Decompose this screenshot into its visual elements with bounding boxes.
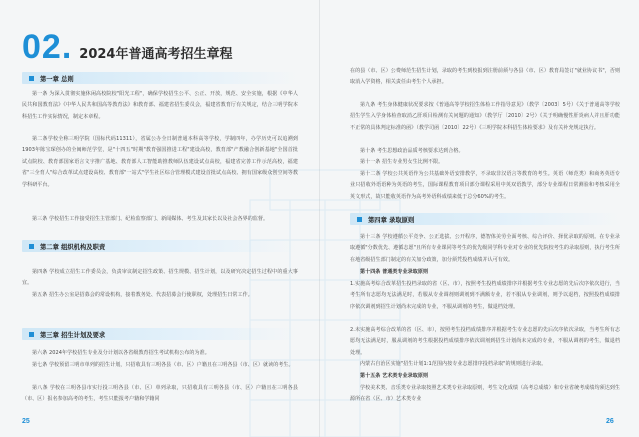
- article-12: 第十二条 学校公共英语作为公共基础外语安排教学，不录取非汉语言等教育的考生。英语（师范类）和商务英语专业只招收外语语种为英语的考生，国际课程教育项目部分课程采用中英双语教学，部分专业课程日常测验和考核采用全英文形式，故只能收英语作为高考外语科成绩来低于总分60%的考生。: [350, 171, 620, 200]
- article-5: 第五条 招生办公室是招募会的常设机构，接着教务处、代表招募会行使职权，处理招生日常工作。: [32, 292, 253, 298]
- square-bullet-icon: [357, 217, 362, 222]
- square-bullet-icon: [29, 332, 34, 337]
- section-number: 02: [22, 28, 62, 66]
- chapter-heading-text: 第一章 总则: [40, 75, 74, 83]
- article-8-continued: 在的县（市、区）公费师范生招生计划，录取的考生到校报到注册前须与各县（市、区）教育局签订"就业协议书"，否则取消入学资格，相关责任由考生个人承担。: [350, 68, 620, 86]
- page-title: 2024年普通高考招生章程: [79, 47, 233, 62]
- page-number-right: 26: [606, 418, 614, 425]
- article-9: 第九条 考生身体健康状况要求按《普通高等学校招生体检工作指导意见》（教学〔2003〕5号）《关于普通高等学校招生学生入学身体检查取消乙肝项目检测有关问题的通知》（教学厅〔2010〕2号）《关于明确慢性肝炎病人并且肝功能不正常的具体判定标准的函》（教学司函〔2010〕22号）《三明学院本科招生体检要求》及有关补充规定执行。: [350, 102, 620, 131]
- article-14-note: 内蒙古自治区实施"招生计划1:1范围内按专业志愿排序投档录取"的规则进行录取。: [360, 361, 547, 367]
- square-bullet-icon: [29, 244, 34, 249]
- chapter-heading-1: [22, 72, 298, 84]
- chapter-heading-text: 第二章 组织机构及职责: [40, 243, 106, 251]
- article-6: 第六条 2024年学校招生专业及分计划以各省级教育招生考试机构公布的为准。: [32, 350, 210, 356]
- chapter-heading-4: [350, 213, 620, 225]
- article-14-item-2: 2.未实施高考综合改革的省（区、市），按照考生投档成绩排序并根据考生专业志愿的先后次序依次录取，当考生所有志愿均无法满足时，服从调剂的考生根据投档成绩排序依次调剂到招生计划尚未完成的专业，不服从调剂的考生，做退档处理。: [350, 327, 620, 356]
- article-14-item-1: 1.实施高考综合改革招生投档录取的省（区、市），按照考生投档成绩排序并根据考生专业志愿的先后次序依次进行，当考生所有志愿均无法满足时，若服从专业调剂则调剂到不满额专业，若不服从专业调剂，则予以退档，按照投档成绩排序依次调剂到招生计划尚未完成的专业，不服从调剂的考生，做退档处理。: [350, 281, 620, 310]
- square-bullet-icon: [29, 76, 34, 81]
- chapter-heading-text: 第三章 招生计划及要求: [40, 331, 106, 339]
- article-15-body: 学校美术类、音乐类专业录取按照艺术类专业录取原则，考生文化成绩（高考总成绩）和专业省统考成绩均须达到生源所在省（区、市）艺术类专业: [350, 385, 620, 403]
- article-2: 第二条学校全称三明学院（国标代码11311），省属公办全日制普通本科高等学校，学制四年，办学历史可以追溯到1903年陈宝琛创办的全闽师范学堂，是"十四五"时期"教育强国推进工程"建设高校，教育部"产教融合创新基地"全国首批试点院校、教育部国家语言文字推广基地、教育部人工智能助推教师队伍建设试点高校，福建省完善工作示范高校，福建省"三全育人"综合改革试点建设高校、教育部"一站式"学生社区综合管理模式建设首批试点高校、拥有国家级众创空间等教学科研平台。: [22, 136, 298, 188]
- article-13: 第十三条 学校遵循公平竞争、公正选拔、公开程序，德智体美劳全面考核、综合评价、择优录取的原则。在专业录取遵循"分数优先、遵循志愿"且所有专业课同等考生的优先级同学科专业对专业的优先院校考生的录取原则，执行考生所在地省级招生部门制定的有关加分政策，加分须凭投档成绩并认可有效。: [350, 234, 620, 263]
- article-10: 第十条 考生思想政治品质考核要求达到合格。: [360, 148, 464, 154]
- article-8: 第八条 学校在三明各县市实行投三明各县（市、区）单列录取，只招收具有三明各县（市、区）户籍且在三明各县（市、区）报名参加高考的考生，考生只能报考户籍和学籍同: [22, 385, 298, 403]
- right-page: [320, 0, 639, 437]
- article-15: 第十五条 艺术类专业录取原则: [360, 373, 429, 379]
- article-14: 第十四条 普通类专业录取原则: [360, 269, 429, 275]
- chapter-header: [22, 28, 232, 67]
- article-11: 第十一条 招生专业男女生比例不限。: [360, 159, 444, 165]
- section-number-dot: .: [61, 28, 72, 66]
- article-4: 第四条 学校成立招生工作委员会，负责审议制定招生政策、招生规模、招生计划，以及研究决定招生过程中的重大事宜。: [22, 269, 298, 287]
- page-number-left: 25: [22, 418, 30, 425]
- chapter-heading-text: 第四章 录取原则: [368, 216, 415, 224]
- article-7: 第七条 学校预留三明市单列的招生计划，只招收具有三明各县（市、区）户籍且在三明各县（市、区）就读的考生。: [32, 362, 294, 368]
- article-1: 第一条 为深入贯彻实施休闲高校院校"阳光工程"，确保学校招生公平、公正、开放，规范、安全实施，根据《中华人民共和国教育法》《中华人民共和国高等教育法》和教育部、福建省招生委员会，福建省教育厅有关规定，结合三明学院本科招生工作实际情况，制定本章程。: [22, 91, 298, 120]
- article-3: 第三条 学校招生工作接受招生主管部门、纪检监察部门、新闻媒体、考生及其家长以及社会各界的监督。: [32, 216, 269, 222]
